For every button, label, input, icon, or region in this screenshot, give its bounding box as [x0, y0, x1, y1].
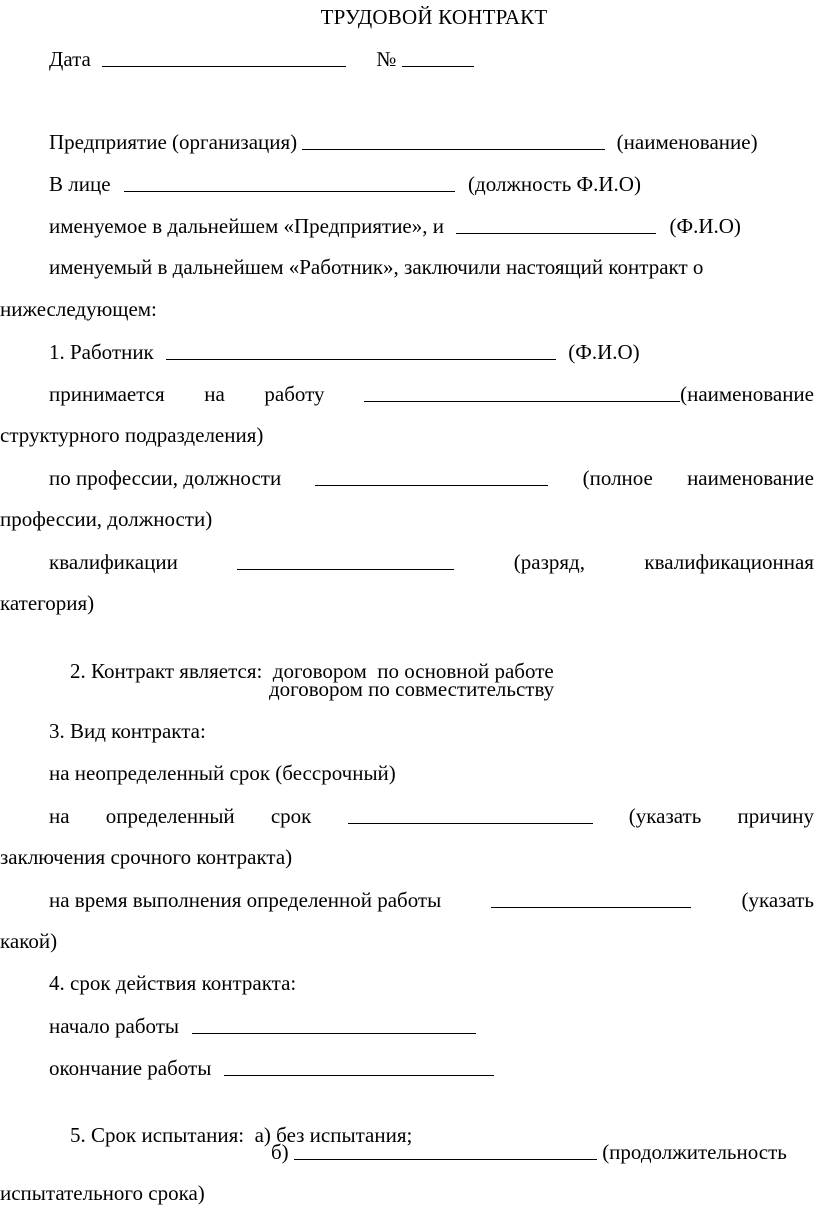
employee-named-cont-row	[0, 296, 157, 322]
date-label: Дата	[49, 47, 91, 71]
task-cont-row	[0, 928, 57, 954]
number-field[interactable]	[402, 46, 474, 67]
org-hint: (наименование)	[616, 130, 758, 154]
probation-b-hint-cont: испытательного срока)	[0, 1181, 205, 1205]
hired-word-2: на	[204, 382, 225, 406]
hired-hint: (наименование	[680, 382, 814, 406]
fixed-hint-2: причину	[737, 804, 814, 828]
profession-cont-row	[0, 506, 212, 532]
fixed-word-1: на	[49, 804, 70, 828]
probation-b-row	[271, 1138, 787, 1164]
contract-is-label: 2. Контракт является: договором по основной работе	[70, 659, 554, 683]
term-label: 4. срок действия контракта:	[49, 971, 297, 995]
contract-is-row	[49, 632, 554, 683]
profession-hint-1: (полное	[582, 466, 653, 490]
employee-named-text: именуемый в дальнейшем «Работник», заключили настоящий контракт о	[49, 255, 704, 279]
contract-title: ТРУДОВОЙ КОНТРАКТ	[320, 5, 548, 29]
profession-field[interactable]	[315, 465, 548, 486]
task-row	[49, 886, 814, 912]
task-hint-cont: какой)	[0, 929, 58, 953]
end-date-field[interactable]	[224, 1055, 494, 1076]
qualification-hint-cont: категория)	[0, 591, 95, 615]
fixed-term-field[interactable]	[348, 803, 593, 824]
start-label: начало работы	[49, 1014, 180, 1038]
probation-label: 5. Срок испытания: а) без испытания;	[70, 1123, 413, 1147]
term-row	[49, 970, 296, 996]
profession-hint-cont: профессии, должности)	[0, 507, 213, 531]
rep-label: В лице	[49, 172, 111, 196]
end-label: окончание работы	[49, 1056, 212, 1080]
org-field[interactable]	[302, 129, 605, 150]
worker-label: 1. Работник	[49, 340, 154, 364]
start-date-field[interactable]	[192, 1013, 476, 1034]
employer-named-row	[49, 212, 741, 238]
fixed-term-row	[49, 802, 814, 828]
employee-name-field[interactable]	[456, 213, 656, 234]
hired-hint-cont: структурного подразделения)	[0, 423, 264, 447]
rep-row	[49, 170, 641, 196]
fixed-word-3: срок	[270, 804, 312, 828]
probation-b-hint: (продолжительность	[602, 1140, 787, 1164]
fixed-hint-cont: заключения срочного контракта)	[0, 845, 293, 869]
employee-hint: (Ф.И.О)	[669, 214, 741, 238]
fixed-word-2: определенный	[105, 804, 235, 828]
department-field[interactable]	[364, 381, 680, 402]
worker-field[interactable]	[166, 339, 556, 360]
employer-named-text: именуемое в дальнейшем «Предприятие», и	[49, 214, 444, 238]
indefinite-option: на неопределенный срок (бессрочный)	[49, 761, 396, 785]
org-row	[49, 128, 758, 154]
task-hint: (указать	[741, 888, 814, 912]
probation-b-label: б)	[271, 1140, 289, 1164]
end-row	[49, 1054, 494, 1080]
employee-named-row	[49, 254, 703, 280]
qualification-row	[49, 548, 814, 574]
part-time-option: договором по совместительству	[269, 677, 555, 701]
hired-row	[49, 380, 814, 406]
fixed-term-cont-row	[0, 844, 292, 870]
rep-hint: (должность Ф.И.О)	[468, 172, 641, 196]
indefinite-row	[49, 760, 396, 786]
hired-word-3: работу	[264, 382, 325, 406]
org-label: Предприятие (организация)	[49, 130, 298, 154]
task-label: на время выполнения определенной работы	[49, 888, 442, 912]
worker-hint: (Ф.И.О)	[568, 340, 640, 364]
profession-hint-2: наименование	[687, 466, 814, 490]
fixed-hint-1: (указать	[628, 804, 702, 828]
date-number-row	[49, 45, 474, 71]
qualification-hint-1: (разряд,	[513, 550, 585, 574]
start-row	[49, 1012, 476, 1038]
profession-row	[49, 464, 814, 490]
worker-row	[49, 338, 640, 364]
qualification-label: квалификации	[49, 550, 178, 574]
employee-named-cont: нижеследующем:	[0, 297, 157, 321]
qualification-cont-row	[0, 590, 94, 616]
qualification-field[interactable]	[237, 549, 454, 570]
probation-duration-field[interactable]	[294, 1139, 597, 1160]
rep-field[interactable]	[124, 171, 455, 192]
hired-field-group	[364, 380, 814, 407]
task-field[interactable]	[491, 887, 691, 908]
probation-cont-row	[0, 1180, 205, 1206]
probation-row	[49, 1096, 413, 1147]
contract-kind-label: 3. Вид контракта:	[49, 719, 206, 743]
contract-kind-row	[49, 718, 206, 744]
number-label: №	[376, 47, 397, 71]
hired-cont-row	[0, 422, 263, 448]
qualification-hint-2: квалификационная	[644, 550, 814, 574]
part-time-row	[269, 676, 554, 702]
profession-label: по профессии, должности	[49, 466, 282, 490]
date-field[interactable]	[102, 46, 346, 67]
hired-word-1: принимается	[49, 382, 165, 406]
